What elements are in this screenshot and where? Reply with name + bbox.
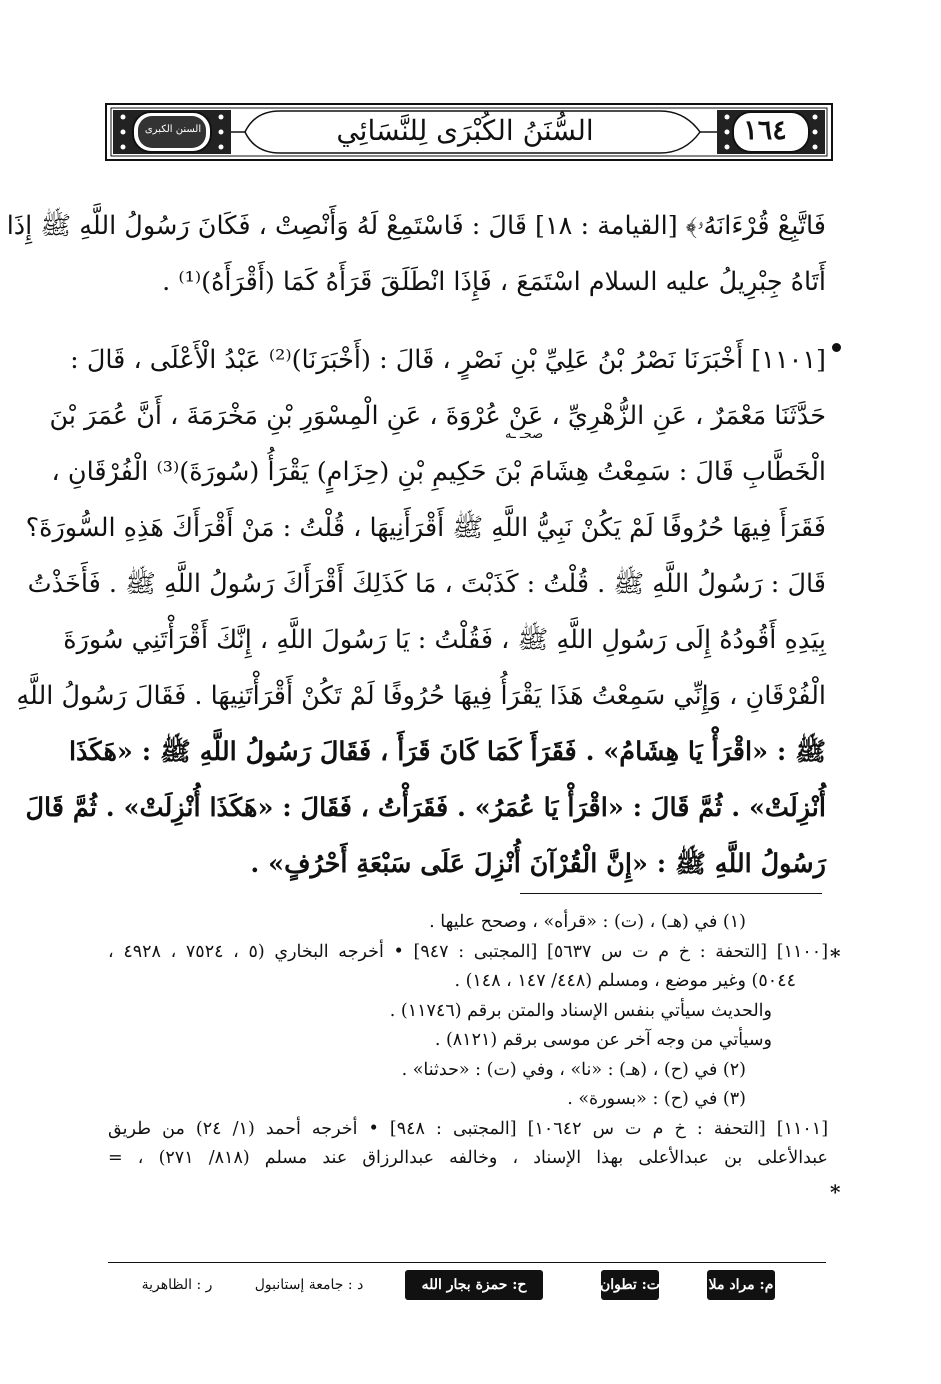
footnotes (108, 908, 828, 1174)
manuscript-label-r: ر : الظاهرية (141, 1277, 213, 1293)
text-line: أُنْزِلَتْ» . ثُمَّ قَالَ : «اقْرَأْ يَا عُمَرُ» . فَقَرَأْتُ ، فَقَالَ : «هَكَذَا أُنْزِلَتْ» . ثُمَّ قَالَ (25, 793, 826, 823)
manuscript-badge-m: م: مراد ملا (707, 1270, 775, 1300)
text-line: [١١٠١] أَخْبَرَنَا نَصْرُ بْنُ عَلِيِّ بْنِ نَصْرٍ ، قَالَ : (أَخْبَرَنَا)⁽²⁾ عَبْدُ الْأَعْلَى ، قَالَ : (70, 345, 826, 375)
footnote-line: والحديث سيأتي بنفس الإسناد والمتن برقم (١١٧٤٦) . (389, 1000, 772, 1021)
text-line: فَاتَّبِعْ قُرْءَانَهُۥ﴾ [القيامة : ١٨] قَالَ : فَاسْتَمِعْ لَهُ وَأَنْصِتْ ، فَكَانَ رَسُولُ اللَّهِ ﷺ إِذَا (6, 211, 826, 241)
footnote-line: (١) في (هـ) ، (ت) : «قرأه» ، وصحح عليها . (429, 912, 746, 932)
footnote-line: (٢) في (ح) ، (هـ) : «نا» ، وفي (ت) : «حدثنا» . (401, 1059, 746, 1080)
manuscript-label-d: د : جامعة إستانبول (254, 1277, 364, 1293)
main-text (6, 198, 826, 892)
footnote-star: * (830, 1180, 841, 1204)
correction-annotation: صحـ ـه (505, 427, 544, 442)
text-line: رَسُولُ اللَّهِ ﷺ : «إِنَّ الْقُرْآنَ أُنْزِلَ عَلَى سَبْعَةِ أَحْرُفٍ» . (250, 849, 826, 879)
text-line: قَالَ : رَسُولُ اللَّهِ ﷺ . قُلْتُ : كَذَبْتَ ، مَا كَذَلِكَ أَقْرَأَكَ رَسُولُ اللَّهِ ﷺ . فَأَخَذْتُ (27, 569, 826, 599)
footnote-line: [١١٠٠] [التحفة : خ م ت س ٥٦٣٧] [المجتبى : ٩٤٧] • أخرجه البخاري (٥ ، ٧٥٢٤ ، ٤٩٢٨ ، (108, 941, 829, 962)
manuscript-badge-t: ت: تطوان (601, 1270, 659, 1300)
footnote-line: [١١٠١] [التحفة : خ م ت س ١٠٦٤٢] [المجتبى : ٩٤٨] • أخرجه أحمد (١/ ٢٤) من طريق (108, 1118, 829, 1139)
footnote-star: * (830, 944, 841, 968)
text-line: حَدَّثَنَا مَعْمَرٌ ، عَنِ الزُّهْرِيِّ ، عَنْ عُرْوَةَ ، عَنِ الْمِسْوَرِ بْنِ مَخْرَمَةَ ، أَنَّ عُمَرَ بْنَ (49, 401, 826, 431)
page-number: ١٦٤ (743, 114, 787, 146)
text-line: ﷺ : «اقْرَأْ يَا هِشَامُ» . فَقَرَأَ كَمَا كَانَ قَرَأَ ، فَقَالَ رَسُولُ اللَّهِ ﷺ : «هَكَذَا (68, 737, 826, 767)
hadith-bullet (832, 343, 841, 352)
text-line: بِيَدِهِ أَقُودُهُ إِلَى رَسُولِ اللَّهِ ﷺ ، فَقُلْتُ : يَا رَسُولَ اللَّهِ ، إِنَّكَ أَقْرَأْتَنِي سُورَةَ (63, 625, 826, 655)
footer-separator (108, 1262, 826, 1263)
footnote-line: وسيأتي من وجه آخر عن موسى برقم (٨١٢١) . (434, 1030, 772, 1050)
text-line: الْخَطَّابِ قَالَ : سَمِعْتُ هِشَامَ بْنَ حَكِيمِ بْنِ (حِزَامٍ) يَقْرَأُ (سُورَةَ)⁽³⁾ الْفُرْقَانِ ، (51, 457, 826, 487)
footnote-line: (٣) في (ح) : «بسورة» . (567, 1089, 746, 1109)
text-line: أَتَاهُ جِبْرِيلُ عليه السلام اسْتَمَعَ ، فَإِذَا انْطَلَقَ قَرَأَهُ كَمَا (أَقْرَأَهُ)⁽¹⁾ . (162, 267, 826, 297)
text-line: الْفُرْقَانِ ، وَإِنِّي سَمِعْتُ هَذَا يَقْرَأُ فِيهَا حُرُوفًا لَمْ تَكُنْ أَقْرَأْتَنِيهَا . فَقَالَ رَسُولُ اللَّهِ (16, 681, 826, 711)
footnote-separator (520, 893, 822, 894)
text-line: فَقَرَأَ فِيهَا حُرُوفًا لَمْ يَكُنْ نَبِيُّ اللَّهِ ﷺ أَقْرَأَنِيهَا ، قُلْتُ : مَنْ أَقْرَأَكَ هَذِهِ السُّورَةَ؟ (25, 513, 826, 543)
header-logo: السنن الكبرى (144, 124, 202, 135)
manuscript-badge-h: ح: حمزة بجار الله (405, 1270, 543, 1300)
book-title: السُّنَنُ الكُبْرَى لِلنَّسَائِي (336, 113, 594, 147)
footnote-line: ٥٠٤٤) وغير موضع ، ومسلم (٤٤٨/ ١٤٧ ، ١٤٨) . (454, 971, 796, 991)
footnote-line: عبدالأعلى بن عبدالأعلى بهذا الإسناد ، وخالفه عبدالرزاق عند مسلم (٨١٨/ ٢٧١) ، = (108, 1148, 828, 1168)
